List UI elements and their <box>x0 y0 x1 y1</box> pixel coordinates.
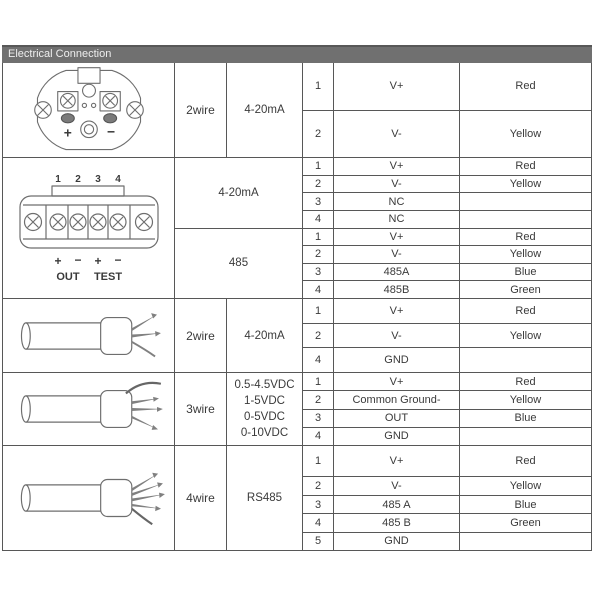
section-title-bar <box>2 45 592 63</box>
electrical-connection-panel <box>2 45 592 551</box>
wire-color-cell: Yellow <box>509 127 542 140</box>
pin-row <box>303 193 591 211</box>
wire-color-cell: Red <box>515 230 536 243</box>
pin-row <box>303 514 591 532</box>
signal-group <box>175 299 591 372</box>
signal-name-cell: 485A <box>334 264 460 281</box>
pin-row <box>303 158 591 176</box>
cable-3wire-image-cell <box>3 373 175 445</box>
section-title: Electrical Connection <box>8 48 112 60</box>
pin-number-cell: 2 <box>303 111 334 158</box>
pin-number-cell: 3 <box>303 410 334 427</box>
transmitter-head-diagram <box>21 64 157 156</box>
pin-number-cell: 4 <box>303 281 334 298</box>
terminal-polarity-2: − <box>73 253 82 267</box>
signal-name-cell: NC <box>334 211 460 228</box>
wire-color-cell: Yellow <box>509 393 542 406</box>
pin-row <box>303 211 591 228</box>
signal-name-cell: V- <box>334 324 460 348</box>
pin-number-cell: 1 <box>303 446 334 476</box>
signal-name-cell: V+ <box>334 373 460 390</box>
signal-type-cell <box>227 299 303 372</box>
terminal-out-label: OUT <box>55 271 80 283</box>
section-cable-3wire <box>3 373 591 446</box>
wire-color-cell: Blue <box>514 266 537 279</box>
pin-row <box>303 324 591 349</box>
pin-row <box>303 428 591 445</box>
wire-color-cell <box>460 193 591 210</box>
pin-rows <box>303 446 591 550</box>
pin-row <box>303 111 591 158</box>
wire-color-cell: Yellow <box>509 329 542 342</box>
terminal-polarity-1: + <box>53 254 62 268</box>
cable-2wire-image-cell <box>3 299 175 372</box>
wire-color-cell: Red <box>515 455 536 468</box>
connection-table <box>2 63 592 551</box>
signal-name-cell: V+ <box>334 229 460 246</box>
pin-number-cell: 2 <box>303 176 334 193</box>
terminal-block-diagram <box>14 164 164 292</box>
signal-name-cell: V+ <box>334 63 460 110</box>
terminal-pin-4-label: 4 <box>114 174 121 185</box>
pin-rows <box>303 299 591 372</box>
terminal-pin-3-label: 3 <box>94 174 101 185</box>
pin-row <box>303 63 591 111</box>
terminal-pin-2-label: 2 <box>74 174 81 185</box>
pin-number-cell: 3 <box>303 496 334 513</box>
wire-color-cell: Blue <box>514 412 537 425</box>
pin-number-cell: 4 <box>303 514 334 531</box>
transmitter-head-image-cell <box>3 63 175 157</box>
section-groups <box>175 299 591 372</box>
pin-rows <box>303 229 591 299</box>
pin-number-cell: 1 <box>303 373 334 390</box>
terminal-polarity-3: + <box>93 254 102 268</box>
pin-row <box>303 477 591 495</box>
pin-number-cell: 4 <box>303 348 334 372</box>
wire-type-cell: 2wire <box>175 299 227 372</box>
cable-2wire-diagram <box>11 302 167 370</box>
section-terminal-block <box>3 158 591 299</box>
terminal-pin-1-label: 1 <box>54 174 61 185</box>
pin-number-cell: 1 <box>303 229 334 246</box>
signal-name-cell: V- <box>334 477 460 494</box>
signal-name-cell: GND <box>334 348 460 372</box>
signal-name-cell: V+ <box>334 446 460 476</box>
pin-row <box>303 496 591 514</box>
pin-number-cell: 4 <box>303 211 334 228</box>
pin-number-cell: 2 <box>303 324 334 348</box>
section-cable-4wire <box>3 446 591 550</box>
signal-type-line: 0.5-4.5VDC <box>234 379 295 391</box>
signal-type-line: 4-20mA <box>244 104 285 116</box>
pin-row <box>303 281 591 298</box>
signal-name-cell: NC <box>334 193 460 210</box>
signal-group <box>175 446 591 550</box>
signal-name-cell: GND <box>334 533 460 550</box>
wire-color-cell: Blue <box>514 498 537 511</box>
signal-type-cell <box>175 158 303 228</box>
wire-color-cell: Yellow <box>509 480 542 493</box>
pin-number-cell: 2 <box>303 246 334 263</box>
pin-rows <box>303 373 591 445</box>
pin-row <box>303 246 591 264</box>
signal-type-line: 0-5VDC <box>244 411 285 423</box>
signal-type-cell <box>227 373 303 445</box>
wire-color-cell: Red <box>515 80 536 93</box>
signal-type-line: 485 <box>228 257 249 270</box>
wire-color-cell <box>460 211 591 228</box>
terminal-test-label: TEST <box>93 271 122 283</box>
wire-color-cell <box>460 428 591 445</box>
wire-color-cell <box>460 348 591 372</box>
pin-number-cell: 4 <box>303 428 334 445</box>
cable-4wire-image-cell <box>3 446 175 550</box>
section-transmitter-head <box>3 63 591 158</box>
signal-type-cell <box>227 446 303 550</box>
signal-name-cell: V+ <box>334 158 460 175</box>
section-groups <box>175 158 591 298</box>
pin-number-cell: 1 <box>303 299 334 323</box>
wire-color-cell: Yellow <box>509 248 542 261</box>
terminal-polarity-4: − <box>113 253 122 267</box>
signal-name-cell: V- <box>334 246 460 263</box>
signal-name-cell: 485 B <box>334 514 460 531</box>
pin-row <box>303 373 591 391</box>
wire-type-cell: 2wire <box>175 63 227 157</box>
pin-row <box>303 391 591 409</box>
signal-name-cell: V- <box>334 111 460 158</box>
wire-color-cell: Red <box>515 304 536 317</box>
wire-color-cell: Red <box>515 160 536 173</box>
signal-name-cell: V+ <box>334 299 460 323</box>
pin-number-cell: 2 <box>303 477 334 494</box>
pin-rows <box>303 63 591 157</box>
signal-group <box>175 228 591 299</box>
pin-row <box>303 446 591 477</box>
signal-name-cell: OUT <box>334 410 460 427</box>
pin-row <box>303 299 591 324</box>
wire-color-cell: Yellow <box>509 177 542 190</box>
terminal-block-image-cell <box>3 158 175 298</box>
wire-color-cell: Red <box>515 375 536 388</box>
signal-group <box>175 373 591 445</box>
cable-3wire-diagram <box>11 375 167 443</box>
signal-group <box>175 63 591 157</box>
section-cable-2wire <box>3 299 591 373</box>
pin-number-cell: 5 <box>303 533 334 550</box>
signal-type-line: 0-10VDC <box>240 427 289 439</box>
wire-color-cell <box>460 533 591 550</box>
pin-number-cell: 1 <box>303 158 334 175</box>
signal-name-cell: Common Ground- <box>334 391 460 408</box>
pin-row <box>303 229 591 247</box>
signal-name-cell: V- <box>334 176 460 193</box>
pin-row <box>303 176 591 194</box>
pin-rows <box>303 158 591 228</box>
pin-row <box>303 410 591 428</box>
pin-row <box>303 264 591 282</box>
pin-row <box>303 348 591 372</box>
section-groups <box>175 63 591 157</box>
signal-type-line: 4-20mA <box>218 186 259 199</box>
signal-type-cell <box>175 229 303 299</box>
pin-number-cell: 1 <box>303 63 334 110</box>
signal-group <box>175 158 591 228</box>
wire-color-cell: Green <box>510 283 541 296</box>
signal-type-line: 4-20mA <box>244 329 285 342</box>
signal-type-line: 1-5VDC <box>244 395 285 407</box>
signal-name-cell: 485 A <box>334 496 460 513</box>
section-groups <box>175 446 591 550</box>
pin-row <box>303 533 591 550</box>
signal-type-line: RS485 <box>246 492 283 504</box>
wire-type-cell: 3wire <box>175 373 227 445</box>
head-minus-label: − <box>106 124 115 140</box>
section-groups <box>175 373 591 445</box>
wire-color-cell: Green <box>510 516 541 529</box>
head-plus-label: + <box>63 125 72 141</box>
wire-type-cell: 4wire <box>175 446 227 550</box>
pin-number-cell: 3 <box>303 193 334 210</box>
pin-number-cell: 3 <box>303 264 334 281</box>
pin-number-cell: 2 <box>303 391 334 408</box>
signal-type-cell <box>227 63 303 157</box>
cable-4wire-diagram <box>11 462 167 534</box>
signal-name-cell: 485B <box>334 281 460 298</box>
signal-name-cell: GND <box>334 428 460 445</box>
